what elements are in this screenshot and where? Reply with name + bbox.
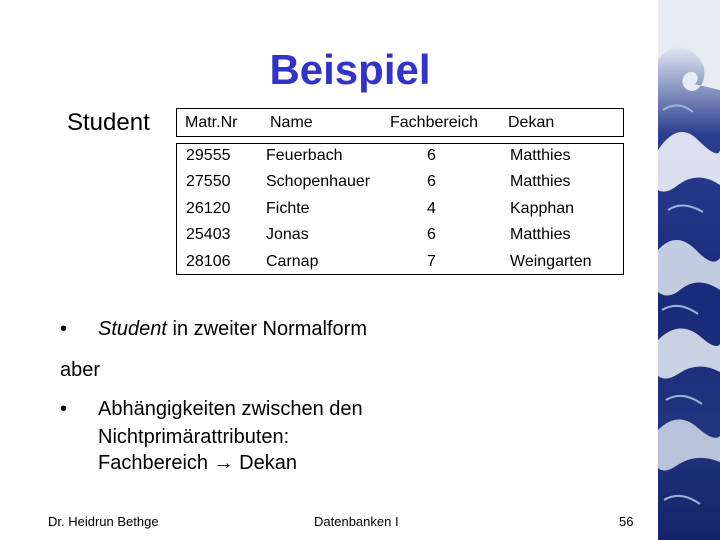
table-cell: 29555 bbox=[186, 147, 231, 164]
bullet-2-line-2: Nichtprimärattributen: bbox=[98, 426, 290, 448]
table-cell: 26120 bbox=[186, 200, 231, 217]
table-cell: 4 bbox=[427, 200, 436, 217]
footer-author: Dr. Heidrun Bethge bbox=[48, 514, 159, 529]
bullet-1-text bbox=[98, 316, 367, 342]
table-cell: Weingarten bbox=[510, 253, 592, 270]
table-cell: Matthies bbox=[510, 147, 571, 164]
table-cell: 6 bbox=[427, 147, 436, 164]
table-cell: 25403 bbox=[186, 226, 231, 243]
bullet-marker: • bbox=[60, 318, 68, 340]
table-cell: Fichte bbox=[266, 200, 310, 217]
header-matrnr: Matr.Nr bbox=[185, 114, 238, 131]
header-fachbereich: Fachbereich bbox=[390, 114, 479, 131]
bullet-marker: • bbox=[60, 398, 68, 420]
table-cell: 7 bbox=[427, 253, 436, 270]
relation-name: Student bbox=[67, 109, 150, 136]
footer-page-number: 56 bbox=[619, 514, 634, 529]
table-cell: 6 bbox=[427, 226, 436, 243]
header-dekan: Dekan bbox=[508, 114, 555, 131]
bullet-2-line-1: Abhängigkeiten zwischen den bbox=[98, 398, 363, 420]
bullet-1-emphasis: Student bbox=[98, 318, 167, 340]
bullet-1-rest: in zweiter Normalform bbox=[166, 318, 367, 340]
table-cell: 6 bbox=[427, 173, 436, 190]
table-cell: Feuerbach bbox=[266, 147, 343, 164]
table-cell: Matthies bbox=[510, 226, 571, 243]
bullet-2-line-3: Fachbereich → Dekan bbox=[98, 452, 297, 474]
table-cell: 27550 bbox=[186, 173, 231, 190]
table-cell: Schopenhauer bbox=[266, 173, 371, 190]
header-name: Name bbox=[270, 114, 313, 131]
slide-title: Beispiel bbox=[269, 46, 431, 93]
table-cell: Kapphan bbox=[510, 200, 575, 217]
table-cell: Carnap bbox=[266, 253, 319, 270]
aber-text: aber bbox=[60, 359, 101, 381]
footer-course: Datenbanken I bbox=[314, 514, 399, 529]
table-cell: Matthies bbox=[510, 173, 571, 190]
table-cell: 28106 bbox=[186, 253, 231, 270]
table-cell: Jonas bbox=[266, 226, 309, 243]
